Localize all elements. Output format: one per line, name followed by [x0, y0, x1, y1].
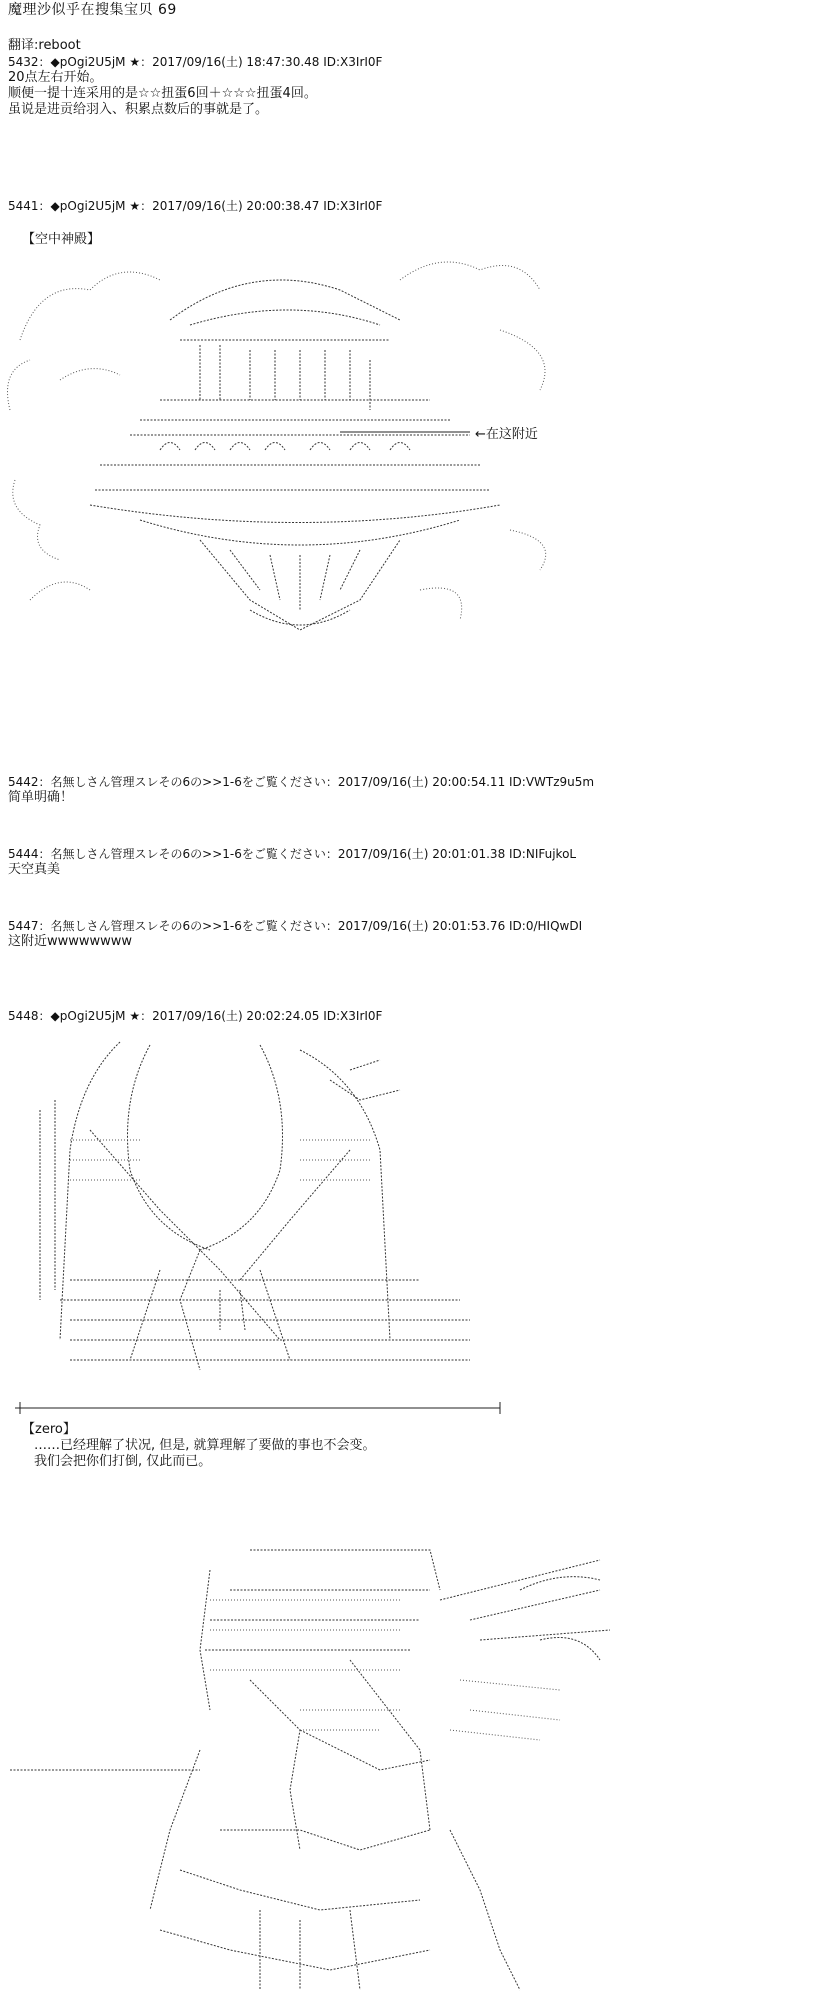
post-line: 顺便一提十连采用的是☆☆扭蛋6回＋☆☆☆扭蛋4回。: [8, 86, 317, 101]
post-5432: [8, 54, 382, 118]
post-meta: 5447：名無しさん管理スレその6の>>1-6をご覧ください：2017/09/16(土) 20:01:53.76 ID:0/HIQwDI: [8, 919, 583, 933]
post-line: 这附近wwwwwwww: [8, 934, 133, 949]
art-pointer-label: ←在这附近: [475, 427, 538, 442]
post-5448: [8, 1008, 382, 1024]
section-label: 【空中神殿】: [22, 232, 101, 247]
post-line: 简单明确！: [8, 790, 74, 805]
post-meta: 5444：名無しさん管理スレその6の>>1-6をご覧ください：2017/09/16(土) 20:01:01.38 ID:NIFujkoL: [8, 847, 577, 861]
dialogue-zero: [22, 1422, 376, 1470]
page-title: 魔理沙似乎在搜集宝贝 69: [8, 2, 177, 18]
post-5447: [8, 918, 582, 950]
zero-character-art: [0, 1040, 520, 1420]
post-5441: [8, 198, 382, 214]
post-meta: 5442：名無しさん管理スレその6の>>1-6をご覧ください：2017/09/16(土) 20:00:54.11 ID:VWTz9u5m: [8, 775, 595, 789]
post-5444: [8, 846, 576, 878]
post-meta: 5448：◆pOgi2U5jM ★：2017/09/16(土) 20:02:24.05 ID:X3IrI0F: [8, 1009, 383, 1023]
post-meta: 5441：◆pOgi2U5jM ★：2017/09/16(土) 20:00:38.47 ID:X3IrI0F: [8, 199, 383, 213]
post-5442: [8, 774, 594, 806]
speaker-label: 【zero】: [22, 1422, 76, 1437]
post-line: 20点左右开始。: [8, 70, 103, 85]
sky-temple-art: [0, 250, 600, 670]
translator-credit: 翻译:reboot: [8, 38, 81, 53]
dialogue-line: ……已经理解了状况, 但是, 就算理解了要做的事也不会变。: [34, 1438, 376, 1453]
dialogue-line: 我们会把你们打倒, 仅此而已。: [34, 1454, 212, 1469]
post-line: 虽说是进贡给羽入、积累点数后的事就是了。: [8, 102, 269, 117]
armored-figure-art: [0, 1530, 640, 2000]
post-meta: 5432：◆pOgi2U5jM ★：2017/09/16(土) 18:47:30.48 ID:X3IrI0F: [8, 55, 383, 69]
post-line: 天空真美: [8, 862, 61, 877]
